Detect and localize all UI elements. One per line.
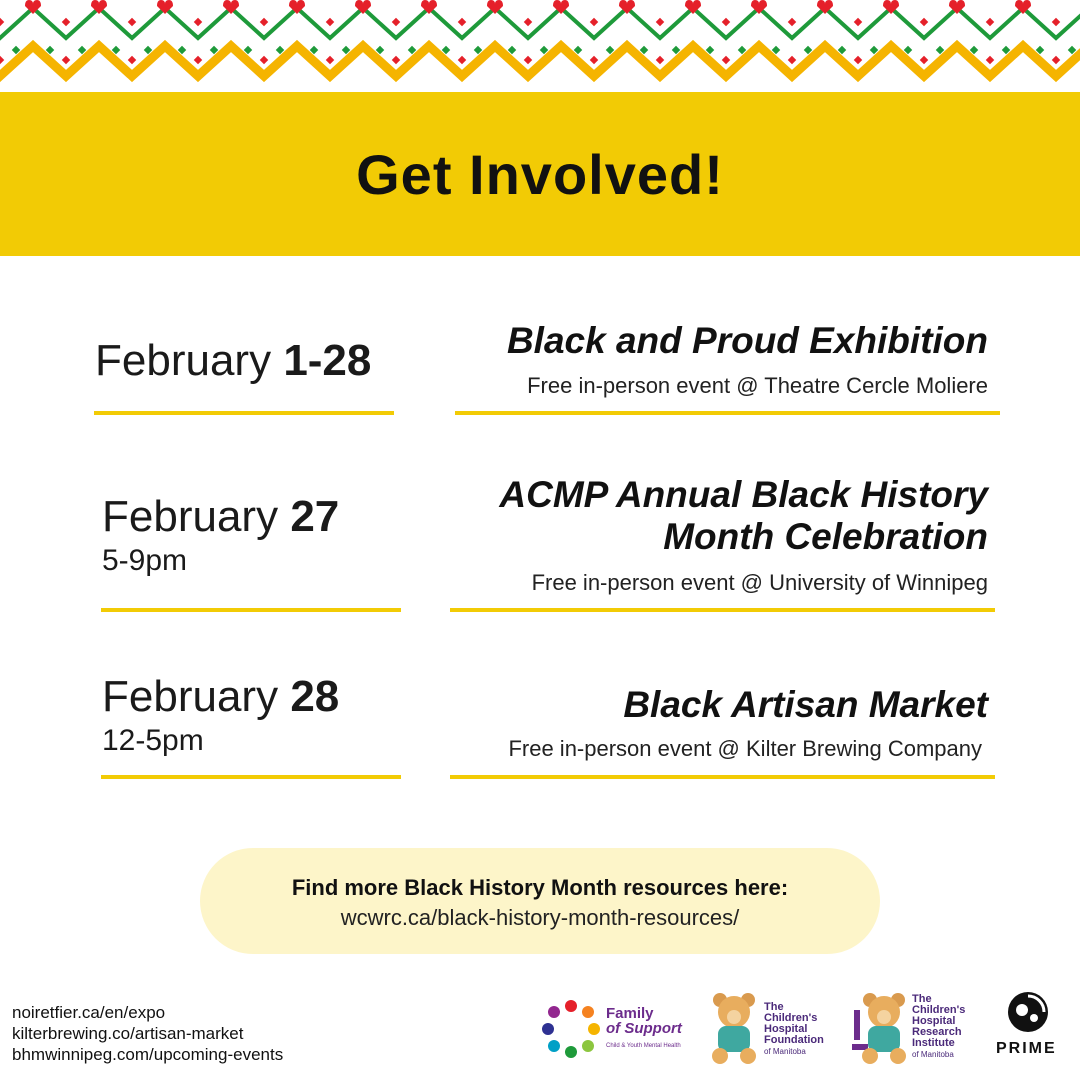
pattern-diamond [128,56,136,64]
pattern-zigzag [0,8,1080,38]
pattern-diamond [656,18,664,26]
pattern-diamond [194,18,202,26]
event-title: Black Artisan Market [623,684,988,725]
event-detail: Free in-person event @ Theatre Cercle Moliere [527,373,988,398]
prime-logo [988,988,1068,1068]
pattern-diamond [854,18,862,26]
pattern-diamond [854,56,862,64]
sponsor-logos [540,988,1080,1068]
logo-text: of Support [606,1020,682,1037]
pattern-diamond [458,18,466,26]
childrens-hospital-research-institute-logo [852,988,982,1068]
event-time: 5-9pm [102,544,188,577]
logo-text: Hospital [912,1015,956,1027]
pattern-diamond [128,18,136,26]
logo-text: Child & Youth Mental Health [606,1043,681,1049]
event-date [102,672,339,722]
pattern-diamond [326,18,334,26]
logo-text: Hospital [764,1023,808,1035]
footer-link[interactable]: noiretfier.ca/en/expo [12,1003,166,1022]
pattern-diamond [1052,18,1060,26]
footer-link[interactable]: kilterbrewing.co/artisan-market [12,1024,244,1043]
pattern-diamond [392,18,400,26]
event-time: 12-5pm [102,724,204,757]
pattern-diamond [194,56,202,64]
pattern-diamond [590,18,598,26]
family-of-support-icon [540,998,602,1060]
decorative-pattern-border [0,0,1080,92]
pattern-diamond [326,56,334,64]
pattern-zigzag [0,46,1080,76]
logo-text: Foundation [764,1034,824,1046]
pattern-diamond [986,18,994,26]
footer-link[interactable]: bhmwinnipeg.com/upcoming-events [12,1045,284,1064]
logo-text: Institute [912,1037,955,1049]
pattern-diamond [524,56,532,64]
divider-line [450,775,995,779]
pattern-diamond [788,56,796,64]
event-title [428,474,988,558]
pattern-diamond [260,56,268,64]
event-detail: Free in-person event @ Kilter Brewing Company [508,736,982,761]
footer-links [12,1002,283,1065]
pattern-diamond [0,18,4,26]
divider-line [94,411,394,415]
pattern-diamond [920,18,928,26]
event-date [102,492,339,542]
prime-wordmark: PRIME [996,1040,1057,1057]
event-date-month: February [102,672,279,721]
logo-text: The [912,993,932,1005]
pattern-diamond [458,56,466,64]
pattern-diamond [524,18,532,26]
pattern-diamond [392,56,400,64]
divider-line [101,608,401,612]
chri-wordmark [912,994,965,1060]
logo-text: Children's [912,1004,966,1016]
family-of-support-wordmark [606,1006,682,1036]
pattern-diamond [0,56,4,64]
pattern-diamond [1052,56,1060,64]
logo-text: The [764,1001,784,1013]
resources-link[interactable]: wcwrc.ca/black-history-month-resources/ [340,905,740,930]
teddy-bear-icon [708,990,764,1066]
pattern-diamond [260,18,268,26]
divider-line [101,775,401,779]
logo-text: Research [912,1026,962,1038]
page-title: Get Involved! [356,142,724,206]
event-date [95,336,371,386]
pattern-diamond [590,56,598,64]
event-date-day: 1-28 [283,336,372,385]
event-title-line: ACMP Annual Black History [499,474,988,515]
divider-line [455,411,1000,415]
pattern-diamond [656,56,664,64]
logo-text: of Manitoba [912,1050,954,1059]
teddy-bear-microscope-icon [852,990,912,1066]
resources-callout-heading: Find more Black History Month resources here: [291,875,789,900]
pattern-diamond [920,56,928,64]
prime-emblem-icon [1006,990,1050,1034]
chf-wordmark [764,1002,824,1057]
event-date-month: February [102,492,279,541]
logo-text: Family [606,1005,654,1022]
resources-callout[interactable] [200,848,880,954]
logo-text: Children's [764,1012,818,1024]
event-detail: Free in-person event @ University of Winnipeg [531,570,988,595]
family-of-support-logo [540,988,705,1068]
divider-line [450,608,995,612]
event-date-day: 28 [290,672,340,721]
pattern-diamond [62,18,70,26]
event-date-month: February [95,336,272,385]
childrens-hospital-foundation-logo [708,988,838,1068]
pattern-diamond [722,18,730,26]
pattern-diamond [62,56,70,64]
pattern-diamond [722,56,730,64]
pattern-diamond [788,18,796,26]
event-title: Black and Proud Exhibition [506,320,988,361]
logo-text: of Manitoba [764,1047,806,1056]
event-title-line: Month Celebration [663,516,988,557]
event-date-day: 27 [290,492,340,541]
heading-banner [0,92,1080,256]
pattern-diamond [986,56,994,64]
